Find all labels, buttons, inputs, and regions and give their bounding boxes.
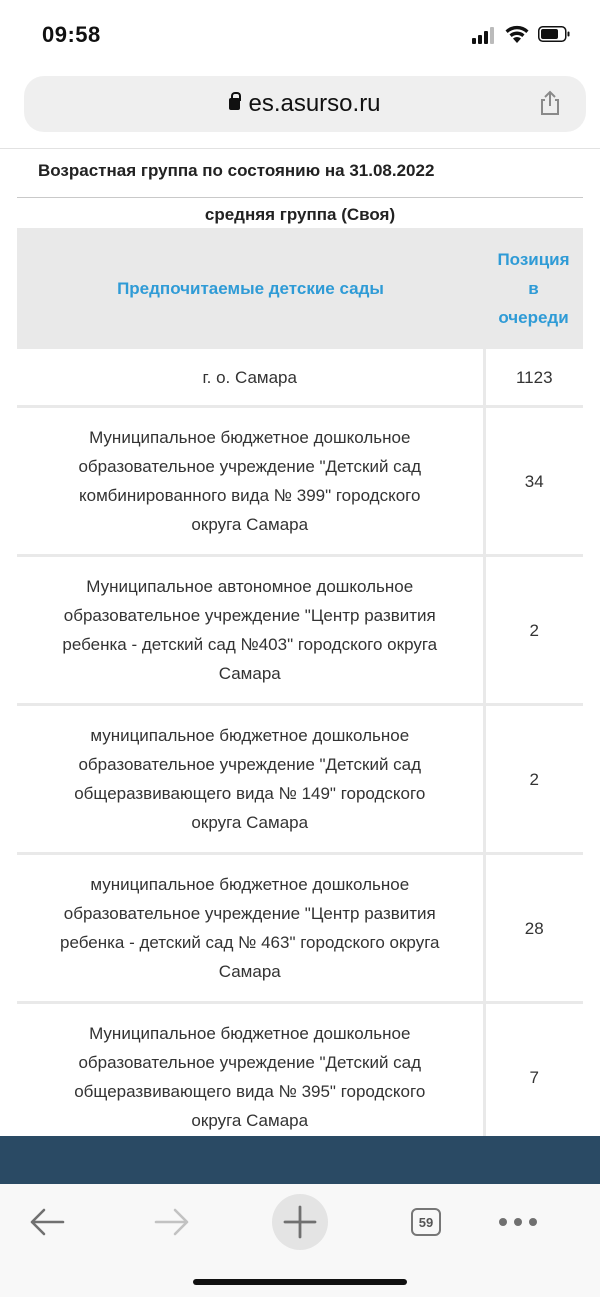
name-line: округа Самара xyxy=(191,515,309,534)
forward-button[interactable] xyxy=(144,1194,200,1250)
name-line: Самара xyxy=(218,962,281,981)
queue-position: 2 xyxy=(484,705,583,854)
name-line: муниципальное бюджетное дошкольное xyxy=(90,726,410,745)
back-arrow-icon xyxy=(28,1207,66,1237)
kindergarten-queue-table xyxy=(17,228,583,1136)
back-button[interactable] xyxy=(19,1194,75,1250)
url-text: es.asurso.ru xyxy=(248,90,381,117)
name-line: образовательное учреждение "Детский сад xyxy=(78,1053,422,1072)
group-divider xyxy=(17,197,583,198)
table-row xyxy=(17,556,583,705)
name-line: образовательное учреждение "Детский сад xyxy=(78,457,422,476)
name-line: Самара xyxy=(218,664,281,683)
kindergarten-name xyxy=(17,556,484,705)
tabs-button[interactable] xyxy=(398,1194,454,1250)
new-tab-plus-icon xyxy=(283,1205,317,1239)
page-content[interactable] xyxy=(0,149,600,1136)
header-position-line: Позиция xyxy=(497,250,570,269)
name-line: муниципальное бюджетное дошкольное xyxy=(90,875,410,894)
table-header-row xyxy=(17,228,583,349)
age-group-caption: Возрастная группа по состоянию на 31.08.2022 xyxy=(38,161,435,180)
kindergarten-name: г. о. Самара xyxy=(17,349,484,407)
name-line: ребенка - детский сад № 463" городского округа xyxy=(60,933,440,952)
status-bar xyxy=(0,0,600,72)
name-line: образовательное учреждение "Центр развития xyxy=(63,904,436,923)
more-button[interactable] xyxy=(488,1194,548,1250)
kindergarten-name xyxy=(17,705,484,854)
name-line: общеразвивающего вида № 395" городского xyxy=(74,1082,426,1101)
name-line: Муниципальное бюджетное дошкольное xyxy=(89,428,411,447)
name-line: общеразвивающего вида № 149" городского xyxy=(74,784,426,803)
new-tab-button[interactable] xyxy=(272,1194,328,1250)
status-time: 09:58 xyxy=(42,22,101,47)
page-footer-bar xyxy=(0,1136,600,1184)
battery-icon xyxy=(538,26,570,42)
name-line: округа Самара xyxy=(191,813,309,832)
table-row xyxy=(17,407,583,556)
queue-position: 28 xyxy=(484,854,583,1003)
url-bar[interactable] xyxy=(24,76,586,132)
wifi-icon xyxy=(504,24,530,44)
header-position-line: в xyxy=(528,279,539,298)
name-line: Муниципальное автономное дошкольное xyxy=(86,577,414,596)
queue-position: 7 xyxy=(484,1003,583,1137)
kindergarten-name xyxy=(17,854,484,1003)
queue-position: 1123 xyxy=(484,349,583,407)
header-kindergartens: Предпочитаемые детские сады xyxy=(17,228,484,349)
forward-arrow-icon xyxy=(153,1207,191,1237)
kindergarten-name xyxy=(17,407,484,556)
header-queue-position xyxy=(484,228,583,349)
url-display[interactable] xyxy=(24,76,586,132)
name-line: образовательное учреждение "Центр развития xyxy=(63,606,436,625)
share-icon[interactable] xyxy=(536,89,564,117)
home-indicator[interactable] xyxy=(193,1279,407,1285)
more-dots-icon xyxy=(498,1217,538,1227)
queue-position: 34 xyxy=(484,407,583,556)
lock-icon xyxy=(229,98,240,110)
queue-position: 2 xyxy=(484,556,583,705)
header-position-line: очереди xyxy=(498,308,569,327)
tab-count-badge: 59 xyxy=(411,1208,441,1236)
table-row xyxy=(17,349,583,407)
signal-icon xyxy=(472,27,496,44)
name-line: образовательное учреждение "Детский сад xyxy=(78,755,422,774)
name-line: комбинированного вида № 399" городского xyxy=(79,486,421,505)
table-row xyxy=(17,1003,583,1137)
group-title: средняя группа (Своя) xyxy=(204,205,396,224)
kindergarten-name xyxy=(17,1003,484,1137)
table-row xyxy=(17,854,583,1003)
name-line: ребенка - детский сад №403" городского округа xyxy=(62,635,438,654)
name-line: Муниципальное бюджетное дошкольное xyxy=(89,1024,411,1043)
name-line: округа Самара xyxy=(191,1111,309,1130)
table-row xyxy=(17,705,583,854)
